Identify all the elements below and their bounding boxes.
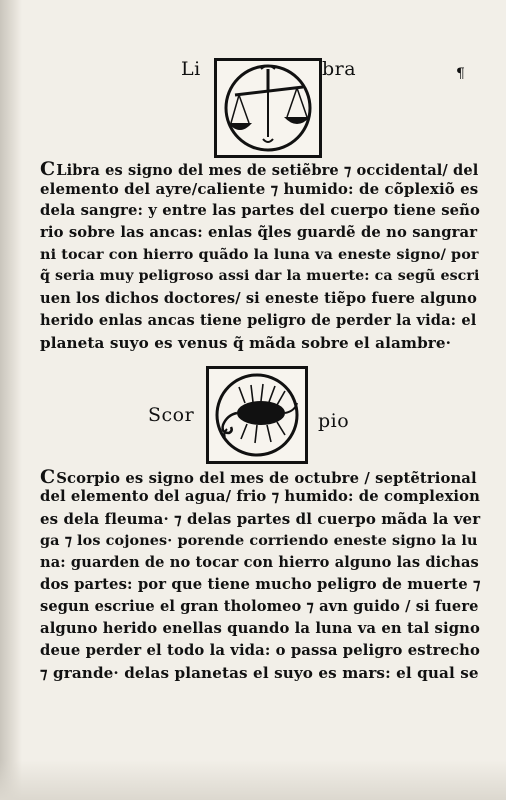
libra-woodcut — [214, 58, 322, 158]
libra-line-4: rio sobre las ancas: enlas q̃les guardẽ de no sangrar — [40, 224, 478, 241]
libra-line-9: planeta suyo es venus q̃ mãda sobre el alambre· — [40, 334, 452, 352]
scorpio-line-1: CScorpio es signo del mes de octubre / septẽtrional — [40, 466, 477, 488]
libra-line-5: ni tocar con hierro quãdo la luna va eneste signo/ por — [40, 246, 479, 263]
scorpio-line-2: del elemento del agua/ frio ⁊ humido: de complexion — [40, 488, 480, 505]
page-gutter — [0, 0, 22, 800]
scorpio-woodcut — [206, 366, 308, 464]
scorpio-line-9: deue perder el todo la vida: o passa peligro estrecho — [40, 642, 480, 659]
libra-heading-right: bra — [322, 58, 357, 80]
scorpio-line-4: ga ⁊ los cojones· porende corriendo eneste signo la lu — [40, 532, 478, 549]
libra-heading-left: Li — [181, 58, 201, 80]
scorpio-heading-right: pio — [318, 410, 350, 432]
scorpio-heading-left: Scor — [148, 404, 195, 426]
libra-line-8: herido enlas ancas tiene peligro de perder la vida: el — [40, 312, 477, 329]
scorpio-line-7: segun escriue el gran tholomeo ⁊ avn guido / si fuere — [40, 598, 479, 615]
scorpio-line-8: alguno herido enellas quando la luna va en tal signo — [40, 620, 480, 637]
libra-line-6: q̃ seria muy peligroso assi dar la muerte: ca segũ escri — [40, 268, 480, 284]
scorpio-line-6: dos partes: por que tiene mucho peligro de muerte ⁊ — [40, 576, 481, 593]
page-bottom-shade — [0, 760, 506, 800]
scorpion-icon — [209, 369, 305, 461]
corner-mark: ¶ — [456, 66, 465, 82]
libra-line-2: elemento del ayre/caliente ⁊ humido: de cõplexiõ es — [40, 180, 479, 198]
scorpio-line-3: es dela fleuma· ⁊ delas partes dl cuerpo mãda la ver — [40, 510, 481, 528]
libra-initial: C — [40, 158, 56, 180]
scorpio-line-10: ⁊ grande· delas planetas el suyo es mars: el qual se — [40, 664, 479, 682]
scales-icon — [217, 61, 319, 155]
scorpio-initial: C — [40, 466, 56, 488]
scorpio-line-5: na: guarden de no tocar con hierro alguno las dichas — [40, 554, 479, 571]
libra-line-1: CLibra es signo del mes de setiẽbre ⁊ occidental/ del — [40, 158, 479, 180]
libra-line-7: uen los dichos doctores/ si eneste tiẽpo fuere alguno — [40, 290, 477, 307]
libra-line-3: dela sangre: y entre las partes del cuerpo tiene seño — [40, 202, 480, 219]
